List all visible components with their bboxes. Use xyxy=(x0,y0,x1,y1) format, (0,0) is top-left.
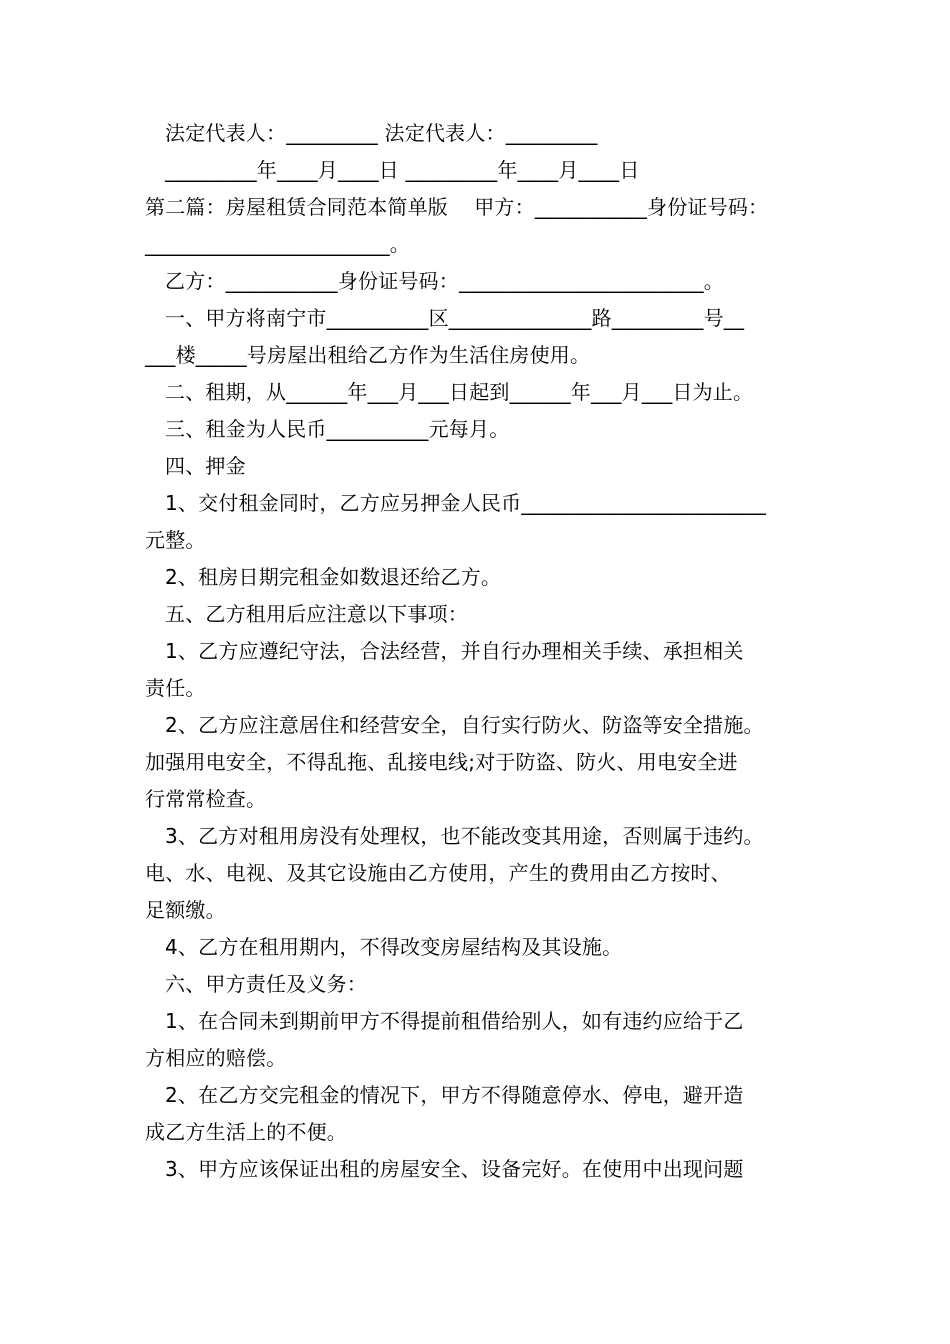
text-line: 2、租房日期完租金如数退还给乙方。 xyxy=(165,565,502,589)
text-line: 元整。 xyxy=(145,528,206,552)
text-line: 四、押金 xyxy=(165,454,246,478)
text-line: ________________________。 xyxy=(145,232,410,256)
text-line: 三、租金为人民币__________元每月。 xyxy=(165,417,510,441)
text-line: 方相应的赔偿。 xyxy=(145,1046,287,1070)
text-line: 二、租期，从______年___月___日起到______年___月___日为止。 xyxy=(165,380,754,404)
text-line: 第二篇：房屋租赁合同范本简单版 甲方：___________身份证号码： xyxy=(145,195,769,219)
text-line: 2、在乙方交完租金的情况下，甲方不得随意停水、停电，避开造 xyxy=(165,1083,744,1107)
text-line: ___楼_____号房屋出租给乙方作为生活住房使用。 xyxy=(145,343,591,367)
text-line: 足额缴。 xyxy=(145,898,226,922)
text-line: 1、交付租金同时，乙方应另押金人民币________________________ xyxy=(165,491,767,515)
text-line: 4、乙方在租用期内，不得改变房屋结构及其设施。 xyxy=(165,935,623,959)
contract-text xyxy=(145,115,835,1188)
text-line: 加强用电安全，不得乱拖、乱接电线;对于防盗、防火、用电安全进 xyxy=(145,750,738,774)
text-line: 成乙方生活上的不便。 xyxy=(145,1120,347,1144)
text-line: 3、乙方对租用房没有处理权，也不能改变其用途，否则属于违约。 xyxy=(165,824,764,848)
text-line: _________年____月____日 _________年____月____日 xyxy=(165,158,640,182)
text-line: 一、甲方将南宁市__________区______________路_________号__ xyxy=(165,306,745,330)
text-line: 3、甲方应该保证出租的房屋安全、设备完好。在使用中出现问题 xyxy=(165,1157,744,1181)
text-line: 电、水、电视、及其它设施由乙方使用，产生的费用由乙方按时、 xyxy=(145,861,731,885)
text-line: 责任。 xyxy=(145,676,206,700)
text-line: 乙方：___________身份证号码：________________________。 xyxy=(165,269,724,293)
text-line: 行常常检查。 xyxy=(145,787,267,811)
text-line: 六、甲方责任及义务： xyxy=(165,972,367,996)
text-line: 2、乙方应注意居住和经营安全，自行实行防火、防盗等安全措施。 xyxy=(165,713,764,737)
text-line: 1、在合同未到期前甲方不得提前租借给别人，如有违约应给于乙 xyxy=(165,1009,744,1033)
text-line: 法定代表人：_________ 法定代表人：_________ xyxy=(165,121,598,145)
text-line: 五、乙方租用后应注意以下事项： xyxy=(165,602,468,626)
text-line: 1、乙方应遵纪守法，合法经营，并自行办理相关手续、承担相关 xyxy=(165,639,744,663)
